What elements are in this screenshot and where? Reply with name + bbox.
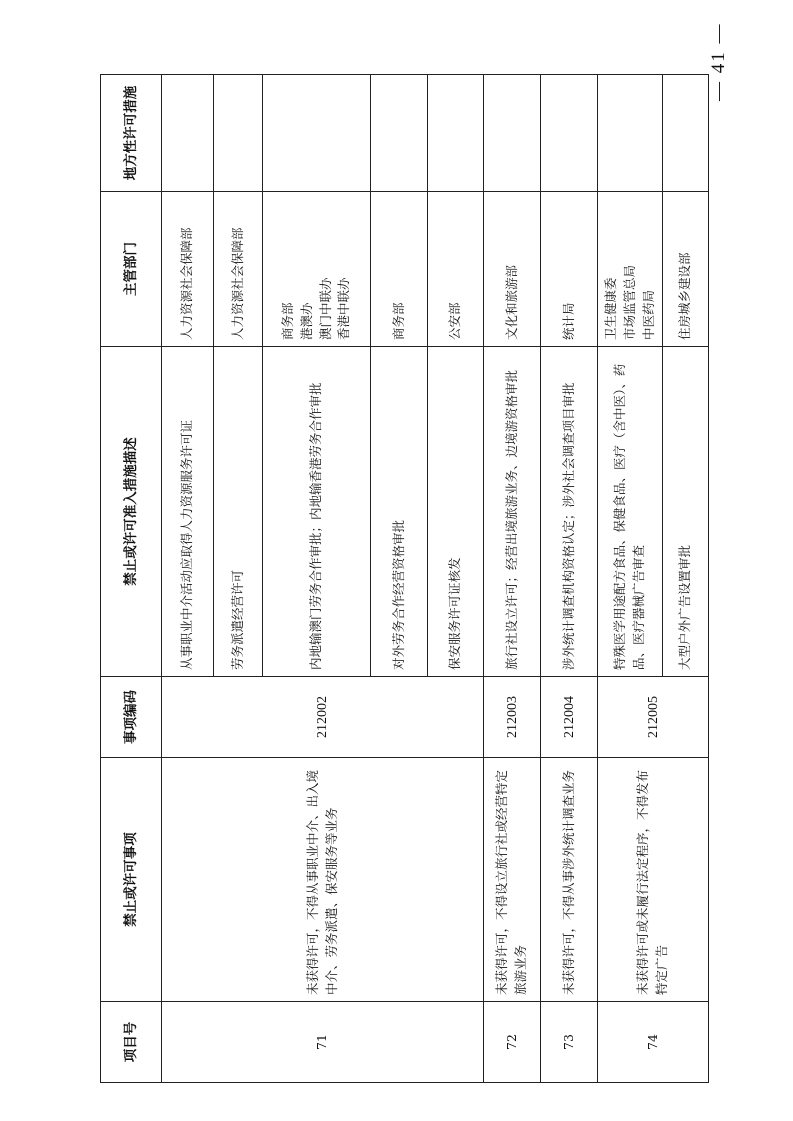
dept-cell: 住房城乡建设部 bbox=[663, 192, 709, 347]
permit-table bbox=[100, 74, 709, 1083]
item-number: 73 bbox=[541, 1002, 598, 1083]
measure-desc: 旅行社设立许可；经营出境旅游业务、边境游资格审批 bbox=[484, 347, 541, 677]
dept-cell: 人力资源社会保障部 bbox=[214, 192, 263, 347]
measure-desc: 大型户外广告设置审批 bbox=[663, 347, 709, 677]
item-name: 未获得许可，不得从事涉外统计调查业务 bbox=[541, 758, 598, 1002]
header-row bbox=[101, 75, 162, 1083]
item-number: 72 bbox=[484, 1002, 541, 1083]
dept-cell: 文化和旅游部 bbox=[484, 192, 541, 347]
item-number: 71 bbox=[162, 1002, 484, 1083]
measure-desc: 保安服务许可证核发 bbox=[428, 347, 484, 677]
measure-desc: 劳务派遣经营许可 bbox=[214, 347, 263, 677]
page-number: — 41 — bbox=[708, 22, 729, 101]
item-code: 212002 bbox=[162, 677, 484, 758]
header-item-no: 项目号 bbox=[101, 1002, 162, 1083]
measure-desc: 从事职业中介活动应取得人力资源服务许可证 bbox=[162, 347, 214, 677]
measure-desc: 特殊医学用途配方食品、保健食品、医疗（含中医）、药品、医疗器械广告审查 bbox=[598, 347, 663, 677]
dept-cell: 公安部 bbox=[428, 192, 484, 347]
table-row bbox=[598, 75, 663, 1083]
table-row bbox=[162, 75, 214, 1083]
local-cell bbox=[263, 75, 371, 192]
item-name: 未获得许可或未履行法定程序，不得发布特定广告 bbox=[598, 758, 709, 1002]
measure-desc: 对外劳务合作经营资格审批 bbox=[371, 347, 428, 677]
header-dept: 主管部门 bbox=[101, 192, 162, 347]
dept-cell: 卫生健康委 市场监管总局 中医药局 bbox=[598, 192, 663, 347]
local-cell bbox=[428, 75, 484, 192]
table-row bbox=[541, 75, 598, 1083]
header-code: 事项编码 bbox=[101, 677, 162, 758]
dept-cell: 统计局 bbox=[541, 192, 598, 347]
local-cell bbox=[214, 75, 263, 192]
item-code: 212003 bbox=[484, 677, 541, 758]
table-row bbox=[484, 75, 541, 1083]
item-number: 74 bbox=[598, 1002, 709, 1083]
local-cell bbox=[598, 75, 663, 192]
dept-cell: 人力资源社会保障部 bbox=[162, 192, 214, 347]
local-cell bbox=[541, 75, 598, 192]
local-cell bbox=[371, 75, 428, 192]
header-desc: 禁止或许可准入措施描述 bbox=[101, 347, 162, 677]
measure-desc: 内地输澳门劳务合作审批；内地输香港劳务合作审批 bbox=[263, 347, 371, 677]
item-code: 212005 bbox=[598, 677, 709, 758]
dept-cell: 商务部 港澳办 澳门中联办 香港中联办 bbox=[263, 192, 371, 347]
local-cell bbox=[484, 75, 541, 192]
item-name: 未获得许可，不得从事职业中介、出入境中介、劳务派遣、保安服务等业务 bbox=[162, 758, 484, 1002]
measure-desc: 涉外统计调查机构资格认定；涉外社会调查项目审批 bbox=[541, 347, 598, 677]
local-cell bbox=[162, 75, 214, 192]
dept-cell: 商务部 bbox=[371, 192, 428, 347]
item-code: 212004 bbox=[541, 677, 598, 758]
local-cell bbox=[663, 75, 709, 192]
header-local: 地方性许可措施 bbox=[101, 75, 162, 192]
item-name: 未获得许可，不得设立旅行社或经营特定旅游业务 bbox=[484, 758, 541, 1002]
header-item: 禁止或许可事项 bbox=[101, 758, 162, 1002]
